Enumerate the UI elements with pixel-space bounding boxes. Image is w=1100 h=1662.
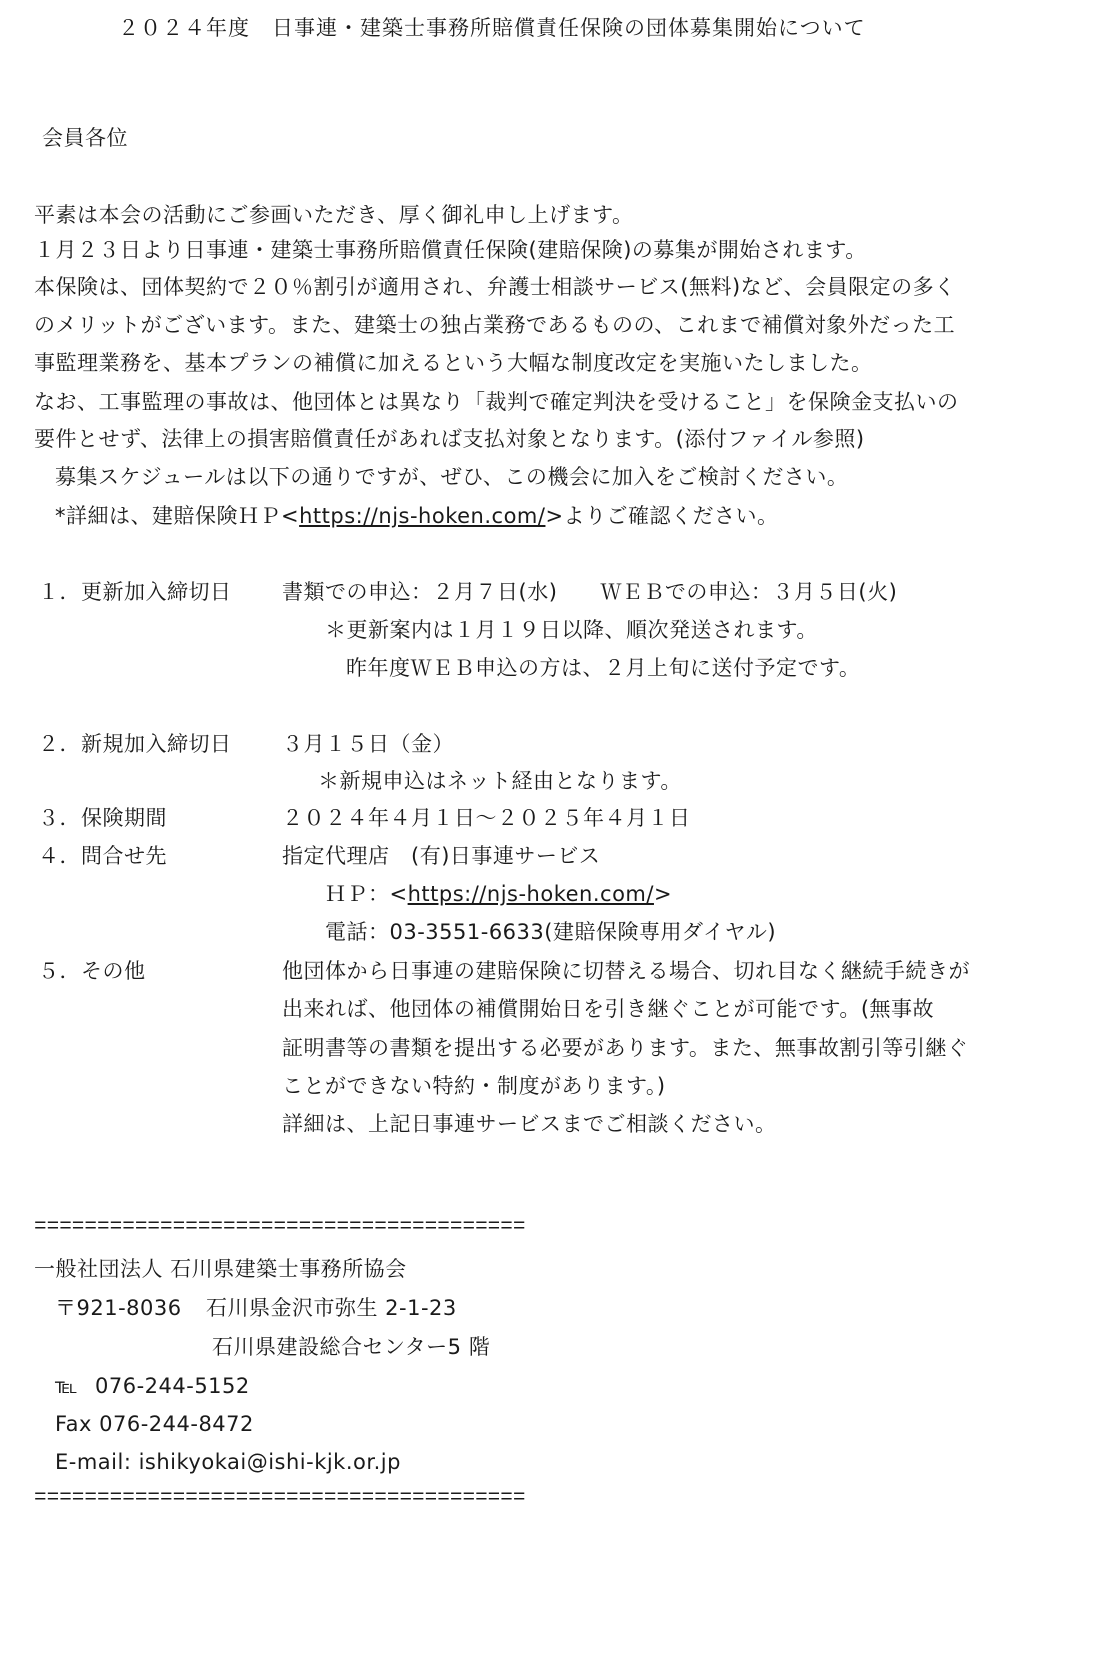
item-5-line-5: 詳細は、上記日事連サービスまでご相談ください。 (282, 1112, 777, 1136)
item-4-tel: 電話：03-3551-6633(建賠保険専用ダイヤル) (325, 920, 777, 944)
footer-separator-bottom: ======================================= (34, 1487, 526, 1510)
item-4-label: ４．問合せ先 (38, 844, 167, 868)
footer-address-line-2: 石川県建設総合センター5 階 (212, 1335, 491, 1359)
footer-organization: 一般社団法人 石川県建築士事務所協会 (34, 1257, 407, 1281)
footer-fax: Fax 076-244-8472 (55, 1412, 254, 1436)
contact-website-link[interactable]: https://njs-hoken.com/ (407, 882, 654, 906)
item-5-line-1: 他団体から日事連の建賠保険に切替える場合、切れ目なく継続手続きが (282, 959, 970, 983)
footer-separator-top: ======================================= (34, 1216, 526, 1239)
salutation: 会員各位 (42, 126, 128, 150)
item-5-label: ５．その他 (38, 959, 146, 983)
item-2-note: ＊新規申込はネット経由となります。 (318, 769, 682, 793)
footer-postal-code: 〒921-8036 (55, 1296, 182, 1320)
hp-suffix: > (653, 882, 673, 906)
item-1-text: 書類での申込：２月７日(水) ＷＥＢでの申込：３月５日(火) (282, 580, 898, 604)
item-1-label: １．更新加入締切日 (38, 580, 232, 604)
item-2-label: ２．新規加入締切日 (38, 732, 232, 756)
details-prefix: *詳細は、建賠保険ＨＰ< (55, 504, 300, 528)
item-3-text: ２０２４年４月１日～２０２５年４月１日 (282, 806, 691, 830)
details-suffix: >よりご確認ください。 (545, 504, 779, 528)
item-2-text: ３月１５日（金） (282, 732, 454, 756)
item-5-line-2: 出来れば、他団体の補償開始日を引き継ぐことが可能です。(無事故 (282, 997, 935, 1021)
body-paragraph-1: 平素は本会の活動にご参画いただき、厚く御礼申し上げます。 (34, 203, 634, 227)
body-paragraph-3-line-2: のメリットがございます。また、建築士の独占業務であるものの、これまで補償対象外だった工 (34, 313, 956, 337)
body-paragraph-4-line-2: 要件とせず、法律上の損害賠償責任があれば支払対象となります。(添付ファイル参照) (34, 427, 865, 451)
body-paragraph-2: １月２３日より日事連・建築士事務所賠償責任保険(建賠保険)の募集が開始されます。 (34, 238, 867, 262)
footer-address-line-1: 石川県金沢市弥生 2-1-23 (206, 1296, 457, 1320)
body-paragraph-5: 募集スケジュールは以下の通りですが、ぜひ、この機会に加入をご検討ください。 (55, 465, 849, 489)
body-paragraph-3-line-1: 本保険は、団体契約で２０％割引が適用され、弁護士相談サービス(無料)など、会員限定の多く (34, 275, 956, 299)
item-4-text: 指定代理店 (有)日事連サービス (282, 844, 601, 868)
tel-number: 076-244-5152 (95, 1374, 250, 1398)
footer-tel (55, 1372, 250, 1400)
document-title: ２０２４年度 日事連・建築士事務所賠償責任保険の団体募集開始について (118, 16, 866, 40)
item-3-label: ３．保険期間 (38, 806, 167, 830)
item-1-note-1: ＊更新案内は１月１９日以降、順次発送されます。 (325, 618, 818, 642)
body-paragraph-4-line-1: なお、工事監理の事故は、他団体とは異なり「裁判で確定判決を受けること」を保険金支払いの (34, 390, 959, 414)
tel-icon: ℡ (55, 1374, 79, 1398)
hp-prefix: ＨＰ：< (325, 882, 408, 906)
item-1-note-2: 昨年度ＷＥＢ申込の方は、２月上旬に送付予定です。 (346, 656, 861, 680)
item-5-line-3: 証明書等の書類を提出する必要があります。また、無事故割引等引継ぐ (282, 1036, 969, 1060)
website-link[interactable]: https://njs-hoken.com/ (299, 504, 546, 528)
item-5-line-4: ことができない特約・制度があります。) (282, 1074, 666, 1098)
body-paragraph-6 (55, 502, 779, 530)
footer-email: E-mail: ishikyokai@ishi-kjk.or.jp (55, 1450, 401, 1474)
body-paragraph-3-line-3: 事監理業務を、基本プランの補償に加えるという大幅な制度改定を実施いたしました。 (34, 351, 873, 375)
item-4-hp (325, 880, 672, 908)
